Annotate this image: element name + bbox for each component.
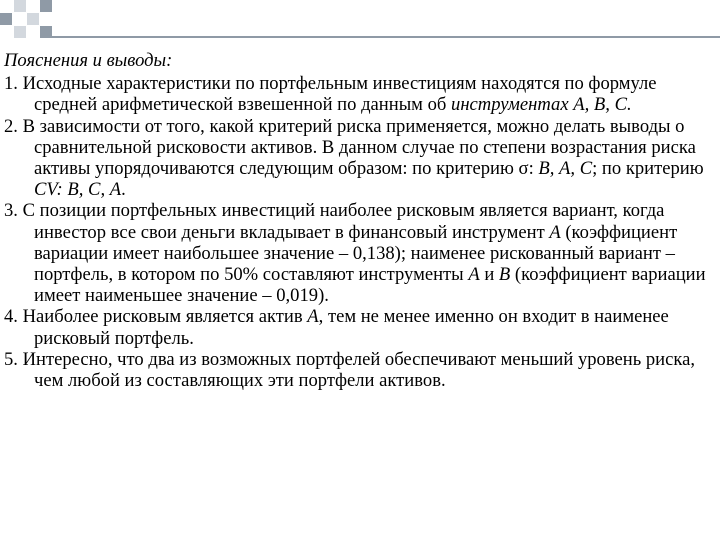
decorative-checker-pattern [0, 0, 66, 38]
item-text: : [528, 158, 539, 180]
item-text: и [479, 264, 499, 286]
item-number: 2. [4, 115, 18, 137]
list-item [4, 306, 716, 348]
item-text: С позиции портфельных инвестиций наиболее рисковым является вариант, когда инвестор все свои деньги вкладывает в финансовый инструмент [22, 200, 665, 243]
list-item [4, 116, 716, 201]
item-text: Исходные характеристики по портфельным инвестициям находятся по формуле средней арифметической взвешенной по данным об [22, 73, 657, 116]
item-text: (коэффициент вариации имеет наибольшее значение – 0,138); наименее рискованный вариант – портфель, в котором по 50% составляют инструменты [34, 221, 678, 286]
item-italic-text: А [307, 306, 319, 328]
item-text: . [121, 179, 126, 201]
section-heading: Пояснения и выводы: [4, 50, 173, 71]
deco-square [27, 13, 39, 25]
deco-square [40, 0, 52, 12]
item-italic-text: В [498, 264, 511, 286]
deco-square [14, 0, 26, 12]
list-item [4, 73, 716, 115]
item-number: 1. [4, 73, 18, 95]
sigma-symbol: σ [518, 158, 529, 180]
item-italic-text: В, А, С [538, 158, 593, 180]
item-italic-text: CV: В, С, А [34, 179, 122, 201]
deco-square [40, 26, 52, 38]
slide-content [4, 50, 716, 391]
item-text: В зависимости от того, какой критерий риска применяется, можно делать выводы о сравнительной рисковости активов. В данном случае по степени возрастания риска активы упорядочиваются следующим образом: по критерию [22, 115, 696, 180]
item-text: Наиболее рисковым является актив [22, 306, 308, 328]
item-italic-text: А [468, 264, 480, 286]
deco-square [0, 13, 12, 25]
deco-square [14, 26, 26, 38]
item-italic-text: инструментах А, В, С. [451, 94, 632, 116]
item-italic-text: А [549, 221, 561, 243]
list-item [4, 349, 716, 391]
item-text: Интересно, что два из возможных портфелей обеспечивают меньший уровень риска, чем любой из составляющих эти портфели активов. [22, 348, 696, 392]
item-number: 5. [4, 348, 18, 370]
item-number: 4. [4, 306, 18, 328]
item-text: ; по критерию [592, 158, 704, 180]
list-item [4, 200, 716, 306]
item-number: 3. [4, 200, 18, 222]
top-divider [52, 36, 720, 38]
item-text: (коэффициент вариации имеет наименьшее значение – 0,019). [34, 264, 706, 307]
item-text: , тем не менее именно он входит в наименее рисковый портфель. [34, 306, 669, 349]
